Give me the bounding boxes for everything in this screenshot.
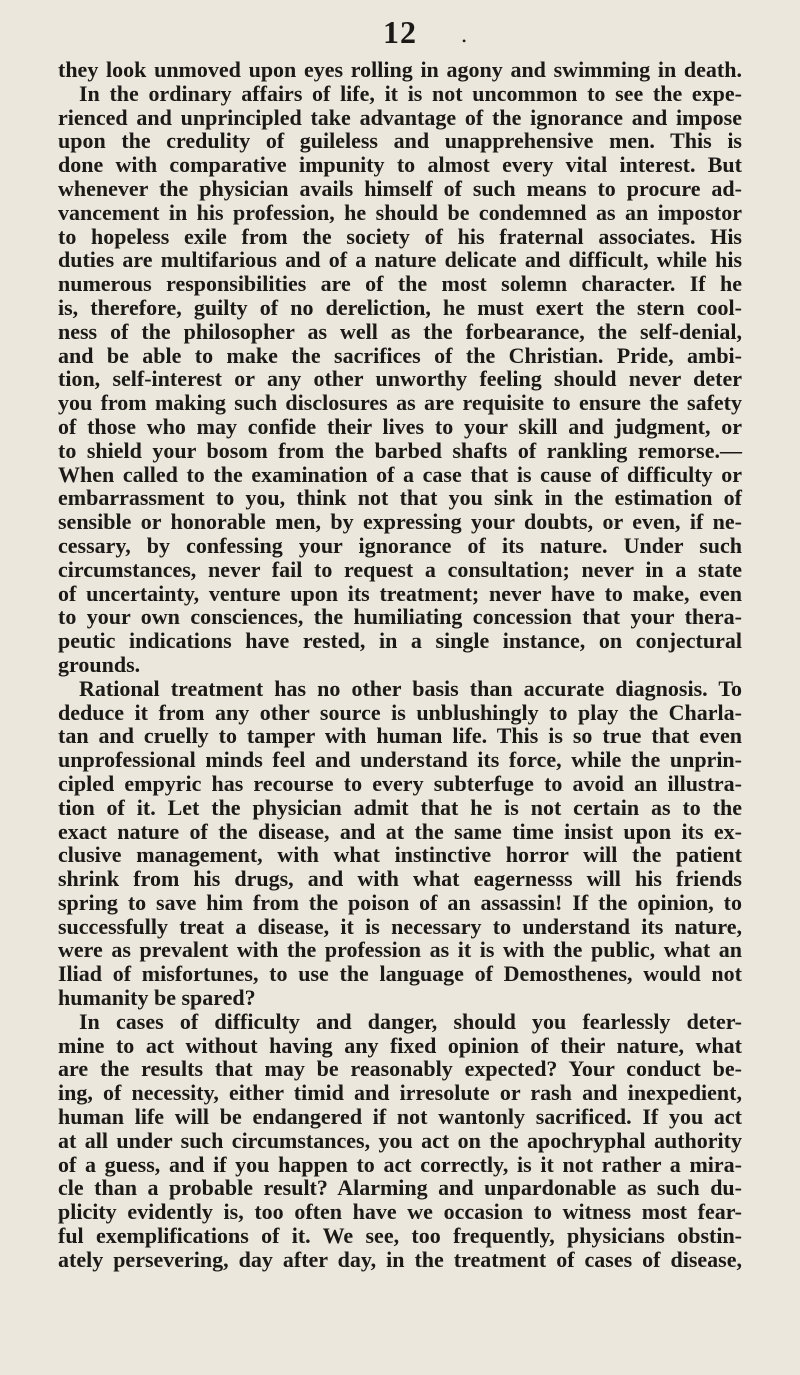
text-line: duties are multifarious and of a nature delicate and difficult, while his — [58, 247, 742, 273]
text-line: upon the credulity of guileless and unapprehensive men. This is — [58, 128, 742, 154]
text-line: is, therefore, guilty of no dereliction, he must exert the stern cool- — [58, 294, 742, 320]
text-line: embarrassment to you, think not that you sink in the estimation of — [58, 485, 742, 511]
text-line: mine to act without having any fixed opinion of their nature, what — [58, 1032, 742, 1058]
text-line: and be able to make the sacrifices of the Christian. Pride, ambi- — [58, 342, 742, 368]
text-line: vancement in his profession, he should be condemned as an impostor — [58, 199, 742, 225]
print-speck: • — [462, 34, 467, 48]
text-line: cessary, by confessing your ignorance of its nature. Under such — [58, 532, 742, 558]
text-line: were as prevalent with the profession as it is with the public, what an — [58, 937, 742, 963]
text-line: to hopeless exile from the society of his fraternal associates. His — [58, 223, 742, 249]
text-line: tion of it. Let the physician admit that he is not certain as to the — [58, 794, 742, 820]
text-line: you from making such disclosures as are requisite to ensure the safety — [58, 390, 742, 416]
text-line: circumstances, never fail to request a consultation; never in a state — [58, 556, 742, 582]
text-line: cipled empyric has recourse to every subterfuge to avoid an illustra- — [58, 770, 742, 796]
text-line: successfully treat a disease, it is necessary to understand its nature, — [58, 913, 742, 939]
text-line: ness of the philosopher as well as the forbearance, the self-denial, — [58, 318, 742, 344]
text-line: grounds. — [58, 651, 141, 677]
text-line: shrink from his drugs, and with what eagernesss will his friends — [58, 866, 742, 892]
text-line: ful exemplifications of it. We see, too frequently, physicians obstin- — [58, 1223, 742, 1249]
text-line: ately persevering, day after day, in the treatment of cases of disease, — [58, 1246, 742, 1272]
body-text — [58, 58, 742, 1272]
text-line: human life will be endangered if not wantonly sacrificed. If you act — [58, 1104, 742, 1130]
text-line: clusive management, with what instinctive horror will the patient — [58, 842, 742, 868]
text-line: to shield your bosom from the barbed shafts of rankling remorse.— — [58, 437, 742, 463]
text-line: done with comparative impunity to almost every vital interest. But — [58, 152, 742, 178]
text-line: exact nature of the disease, and at the same time insist upon its ex- — [58, 818, 742, 844]
text-line: ing, of necessity, either timid and irresolute or rash and inexpedient, — [58, 1080, 742, 1106]
text-line: whenever the physician avails himself of such means to procure ad- — [58, 175, 742, 201]
text-line: In the ordinary affairs of life, it is not uncommon to see the expe- — [79, 80, 742, 106]
text-line: of those who may confide their lives to your skill and judgment, or — [58, 413, 742, 439]
text-line: Rational treatment has no other basis than accurate diagnosis. To — [79, 675, 742, 701]
text-line: plicity evidently is, too often have we occasion to witness most fear- — [58, 1199, 742, 1225]
text-line: of uncertainty, venture upon its treatment; never have to make, even — [58, 580, 742, 606]
text-line: unprofessional minds feel and understand its force, while the unprin- — [58, 747, 742, 773]
text-line: tion, self-interest or any other unworthy feeling should never deter — [58, 366, 742, 392]
text-line: deduce it from any other source is unblushingly to play the Charla- — [58, 699, 742, 725]
text-line: tan and cruelly to tamper with human life. This is so true that even — [58, 723, 742, 749]
text-line: numerous responsibilities are of the most solemn character. If he — [58, 271, 742, 297]
text-line: are the results that may be reasonably expected? Your conduct be- — [58, 1056, 742, 1082]
page-number: 12 — [383, 14, 417, 50]
text-line: rienced and unprincipled take advantage of the ignorance and impose — [58, 104, 742, 130]
text-line: to your own consciences, the humiliating concession that your thera- — [58, 604, 742, 630]
text-line: spring to save him from the poison of an assassin! If the opinion, to — [58, 889, 742, 915]
text-line: peutic indications have rested, in a single instance, on conjectural — [58, 628, 742, 654]
text-line: humanity be spared? — [58, 985, 256, 1011]
text-line: Iliad of misfortunes, to use the language of Demosthenes, would not — [58, 961, 742, 987]
text-line: When called to the examination of a case that is cause of difficulty or — [58, 461, 742, 487]
text-line: sensible or honorable men, by expressing your doubts, or even, if ne- — [58, 509, 742, 535]
text-line: at all under such circumstances, you act on the apochryphal authority — [58, 1127, 742, 1153]
text-line: cle than a probable result? Alarming and unpardonable as such du- — [58, 1175, 742, 1201]
text-line: In cases of difficulty and danger, should you fearlessly deter- — [79, 1008, 742, 1034]
text-line: they look unmoved upon eyes rolling in agony and swimming in death. — [58, 57, 742, 82]
text-line: of a guess, and if you happen to act correctly, is it not rather a mira- — [58, 1151, 742, 1177]
